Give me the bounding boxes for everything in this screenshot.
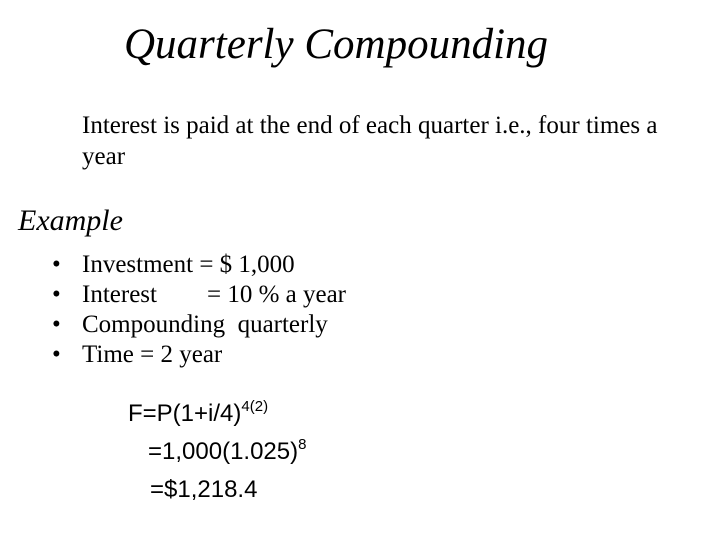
bullet-dot-icon: • (52, 251, 61, 278)
bullet-dot-icon: • (52, 341, 61, 368)
bullet-item-interest (52, 280, 346, 310)
intro-text: Interest is paid at the end of each quarter i.e., four times a year (82, 112, 658, 170)
formula-block (128, 395, 306, 509)
bullet-text: Compounding quarterly (82, 311, 328, 338)
example-heading: Example (18, 204, 123, 237)
slide-title: Quarterly Compounding (124, 21, 549, 68)
formula-base: F=P(1+i/4) (128, 400, 242, 427)
bullet-text: Time = 2 year (82, 341, 223, 368)
formula-line-2 (128, 433, 306, 471)
bullet-dot-icon: • (52, 311, 61, 338)
formula-exponent: 8 (298, 436, 307, 453)
bullet-text: Interest = 10 % a year (82, 281, 347, 308)
formula-exponent: 4(2) (241, 398, 269, 415)
example-bullet-list (52, 250, 346, 370)
formula-line-1 (128, 395, 306, 433)
bullet-dot-icon: • (52, 281, 61, 308)
bullet-item-time (52, 340, 346, 370)
bullet-item-investment (52, 250, 346, 280)
formula-result: =$1,218.4 (150, 476, 258, 503)
formula-base: =1,000(1.025) (148, 438, 299, 465)
bullet-text: Investment = $ 1,000 (82, 251, 295, 278)
bullet-item-compounding (52, 310, 346, 340)
